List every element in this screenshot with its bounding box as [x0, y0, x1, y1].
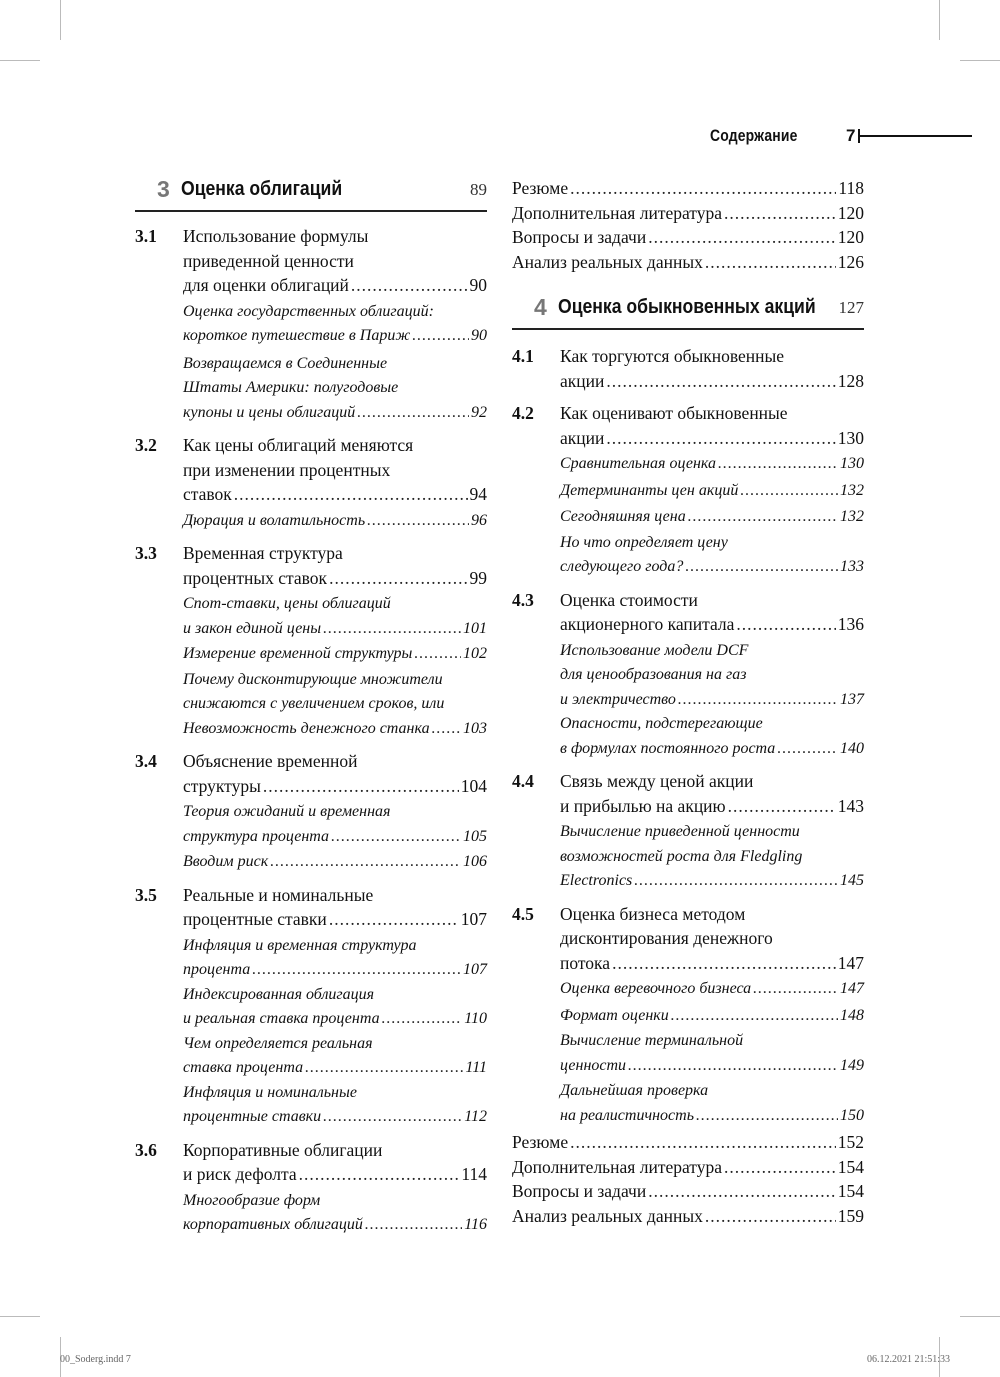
leader-dots	[570, 176, 836, 201]
page-ref: 92	[471, 403, 487, 421]
toc-entry	[560, 1004, 864, 1029]
toc-entry	[183, 958, 487, 983]
page-ref: 101	[463, 619, 487, 637]
subsection	[183, 800, 487, 849]
leader-dots	[696, 1104, 838, 1129]
section-4-2	[512, 401, 864, 450]
toc-entry	[183, 482, 487, 507]
chapter-4-backmatter	[512, 1130, 864, 1228]
section-number: 3.5	[135, 884, 157, 905]
toc-entry	[183, 717, 487, 742]
chapter-number: 4	[534, 294, 547, 320]
leader-dots	[724, 201, 836, 226]
subsection-line: Вводим риск	[183, 853, 269, 870]
section-number: 4.1	[512, 346, 534, 366]
rule-line	[860, 135, 972, 137]
subsection-line: и реальная ставка процента	[183, 1010, 380, 1027]
subsection-line: Индексированная облигация	[183, 985, 375, 1003]
page-ref: 132	[840, 481, 864, 499]
subsection	[560, 505, 864, 530]
crop-mark	[960, 1316, 1000, 1317]
toc-entry	[560, 479, 864, 504]
chapter-page: 89	[470, 180, 487, 199]
subsection	[183, 642, 487, 667]
page-ref: 132	[840, 508, 864, 525]
leader-dots	[736, 612, 835, 637]
subsection	[183, 509, 487, 534]
section-title-line: Объяснение временной	[183, 751, 358, 771]
subsection	[560, 1079, 864, 1128]
subsection-line: Детерминанты цен акций	[560, 481, 739, 499]
section-3-4	[135, 749, 487, 798]
subsection-line: Использование модели DCF	[560, 641, 749, 659]
subsection-line: купоны и цены облигаций	[183, 403, 356, 421]
subsection-line: ценности	[560, 1056, 627, 1074]
section-number: 4.4	[512, 771, 534, 791]
leader-dots	[414, 642, 461, 667]
toc-entry	[560, 951, 864, 976]
subsection-line: процентные ставки	[183, 1108, 322, 1125]
leader-dots	[671, 1004, 838, 1029]
leader-dots	[728, 794, 836, 819]
section-3-1	[135, 224, 487, 298]
leader-dots	[329, 907, 459, 932]
entry-label: Анализ реальных данных	[512, 251, 703, 272]
subsection-line: в формулах постоянного роста	[560, 739, 776, 757]
subsection-line: следующего года?	[560, 558, 684, 575]
page-ref: 107	[460, 909, 487, 929]
leader-dots	[606, 426, 835, 451]
toc-entry	[560, 1054, 864, 1079]
toc-entry	[512, 1179, 864, 1204]
toc-entry	[560, 452, 864, 477]
section-title-line: и прибылью на акцию	[560, 795, 726, 816]
page-ref: 133	[840, 558, 864, 575]
leader-dots	[351, 273, 468, 298]
section-title-line: Как оценивают обыкновенные	[560, 403, 788, 423]
leader-dots	[323, 1105, 462, 1130]
page-ref: 120	[837, 227, 864, 247]
toc-entry	[560, 794, 864, 819]
section-number: 4.2	[512, 403, 534, 423]
slug-filename: 00_Soderg.indd 7	[60, 1354, 131, 1365]
section-title-line: Как цены облигаций меняются	[183, 435, 414, 455]
section-3-2	[135, 433, 487, 507]
page-ref: 128	[837, 370, 864, 391]
subsection-line: структура процента	[183, 827, 330, 845]
page-ref: 150	[840, 1106, 864, 1124]
page-ref: 143	[837, 795, 864, 816]
toc-entry	[512, 1155, 864, 1180]
subsection-line: короткое путешествие в Париж	[183, 327, 411, 344]
toc-entry	[183, 907, 487, 932]
subsection	[560, 452, 864, 477]
section-title-line: Оценка бизнеса методом	[560, 903, 746, 924]
subsection-line: Штаты Америки: полугодовые	[183, 379, 399, 396]
toc-entry	[183, 273, 487, 298]
page-ref: 90	[471, 327, 487, 344]
subsection-line: Сегодняшняя цена	[560, 508, 686, 525]
page-ref: 147	[837, 952, 864, 973]
subsection	[560, 977, 864, 1002]
subsection-line: Инфляция и временная структура	[183, 936, 417, 954]
section-title-line: акции	[560, 427, 605, 448]
leader-dots	[634, 869, 838, 894]
crop-mark	[939, 0, 940, 40]
leader-dots	[740, 479, 838, 504]
leader-dots	[305, 1056, 463, 1081]
page-number: 7	[846, 126, 856, 145]
subsection-line: снижаются с увеличением сроков, или	[183, 695, 445, 712]
section-number: 3.3	[135, 543, 157, 563]
subsection	[183, 1189, 487, 1238]
leader-dots	[753, 977, 838, 1002]
toc-entry	[183, 642, 487, 667]
toc-entry	[512, 250, 864, 275]
page-ref: 106	[463, 853, 487, 870]
subsection-line: Невозможность денежного станка	[183, 719, 430, 737]
crop-mark	[0, 1316, 40, 1317]
subsection	[560, 639, 864, 713]
toc-entry	[512, 201, 864, 226]
leader-dots	[705, 1204, 836, 1229]
section-title-line: и риск дефолта	[183, 1164, 297, 1184]
subsection-line: Дюрация и волатильность	[183, 511, 366, 529]
section-number: 4.3	[512, 589, 534, 610]
page-ref: 94	[469, 484, 487, 504]
leader-dots	[367, 509, 469, 534]
page-ref: 154	[837, 1181, 864, 1201]
section-4-5	[512, 902, 864, 976]
subsection-line: Вычисление приведенной ценности	[560, 823, 800, 840]
section-title-line: Временная структура	[183, 543, 343, 563]
page-ref: 114	[461, 1164, 487, 1184]
page-ref: 90	[469, 275, 487, 295]
leader-dots	[432, 717, 461, 742]
toc-entry	[560, 505, 864, 530]
leader-dots	[606, 369, 835, 394]
page-ref: 110	[464, 1010, 487, 1027]
chapter-4-heading	[512, 290, 864, 330]
subsection-line: Дальнейшая проверка	[560, 1082, 709, 1099]
toc-entry	[183, 1105, 487, 1130]
subsection-line: и электричество	[560, 690, 676, 708]
page-ref: 112	[464, 1108, 487, 1125]
page-ref: 152	[837, 1132, 864, 1152]
leader-dots	[357, 401, 469, 426]
page-ref: 105	[463, 827, 487, 845]
subsection	[183, 352, 487, 426]
toc-entry	[183, 324, 487, 349]
chapter-page: 127	[838, 298, 864, 317]
subsection-line: Опасности, подстерегающие	[560, 715, 763, 732]
entry-label: Анализ реальных данных	[512, 1205, 703, 1226]
toc-entry	[183, 1213, 487, 1238]
entry-label: Вопросы и задачи	[512, 1181, 647, 1201]
page-ref: 111	[465, 1059, 487, 1076]
section-title-line: приведенной ценности	[183, 250, 354, 271]
subsection	[560, 479, 864, 504]
subsection	[183, 592, 487, 641]
subsection	[560, 712, 864, 761]
page-ref: 102	[463, 645, 487, 662]
subsection	[183, 983, 487, 1032]
slug-timestamp: 06.12.2021 21:51:33	[866, 1354, 950, 1365]
crop-mark	[60, 0, 61, 40]
section-title-line: процентных ставок	[183, 567, 328, 588]
leader-dots	[777, 737, 838, 762]
running-head-title: Содержание	[710, 126, 798, 145]
toc-entry	[512, 176, 864, 201]
toc-entry	[183, 1162, 487, 1187]
chapter-title: Оценка облигаций	[181, 178, 343, 200]
section-title-line: Реальные и номинальные	[183, 884, 374, 905]
subsection-line: Спот-ставки, цены облигаций	[183, 595, 391, 612]
subsection-line: Оценка веревочного бизнеса	[560, 980, 752, 997]
page-ref: 116	[464, 1216, 487, 1233]
toc-entry	[560, 369, 864, 394]
toc-entry	[183, 774, 487, 799]
leader-dots	[612, 951, 836, 976]
leader-dots	[329, 566, 467, 591]
subsection-line: ставка процента	[183, 1059, 304, 1076]
subsection-line: Чем определяется реальная	[183, 1034, 373, 1052]
entry-label: Дополнительная литература	[512, 202, 722, 223]
page-ref: 137	[840, 690, 864, 708]
toc-entry	[183, 509, 487, 534]
chapter-number: 3	[157, 176, 170, 202]
page-ref: 120	[837, 202, 864, 223]
entry-label: Резюме	[512, 178, 569, 198]
leader-dots	[263, 774, 459, 799]
page-ref: 159	[837, 1205, 864, 1226]
section-number: 3.4	[135, 751, 157, 771]
leader-dots	[234, 482, 468, 507]
subsection-line: Многообразие форм	[183, 1191, 321, 1209]
toc-entry	[183, 401, 487, 426]
section-3-5	[135, 883, 487, 932]
section-title-line: ставок	[183, 484, 232, 504]
toc-entry	[560, 612, 864, 637]
subsection-line: Electronics	[560, 872, 633, 889]
page-ref: 154	[837, 1156, 864, 1177]
section-3-6	[135, 1138, 487, 1187]
toc-entry	[560, 555, 864, 580]
page-ref: 103	[463, 719, 487, 737]
section-number: 4.5	[512, 903, 534, 924]
toc-entry	[560, 737, 864, 762]
leader-dots	[705, 250, 836, 275]
page-ref: 118	[838, 178, 864, 198]
toc-entry	[183, 850, 487, 875]
page-ref: 130	[840, 455, 864, 472]
leader-dots	[648, 1179, 836, 1204]
page-ref: 130	[837, 427, 864, 448]
page-ref: 145	[840, 872, 864, 889]
subsection-line: на реалистичность	[560, 1106, 694, 1124]
section-title-line: Корпоративные облигации	[183, 1139, 383, 1160]
section-title-line: структуры	[183, 775, 261, 796]
leader-dots	[323, 617, 461, 642]
leader-dots	[688, 505, 838, 530]
page-ref: 136	[837, 614, 864, 634]
toc-left-column	[135, 172, 487, 1238]
leader-dots	[718, 452, 838, 477]
subsection-line: Вычисление терминальной	[560, 1032, 744, 1049]
page-ref: 147	[840, 980, 864, 997]
leader-dots	[412, 324, 469, 349]
subsection-line: Теория ожиданий и временная	[183, 803, 391, 820]
leader-dots	[365, 1213, 462, 1238]
toc-entry	[512, 1130, 864, 1155]
toc-entry	[560, 869, 864, 894]
section-4-4	[512, 769, 864, 818]
chapter-3-heading	[135, 172, 487, 212]
toc-entry	[183, 825, 487, 850]
toc-entry	[560, 977, 864, 1002]
leader-dots	[648, 225, 836, 250]
leader-dots	[628, 1054, 838, 1079]
entry-label: Дополнительная литература	[512, 1156, 722, 1177]
subsection	[183, 1032, 487, 1081]
crop-mark	[0, 60, 40, 61]
subsection	[183, 850, 487, 875]
subsection	[560, 1004, 864, 1029]
page-ref: 148	[840, 1006, 864, 1024]
section-title-line: акционерного капитала	[560, 614, 735, 634]
subsection	[560, 531, 864, 580]
section-title-line: при изменении процентных	[183, 459, 391, 480]
page-ref: 104	[460, 775, 487, 796]
section-title-line: акции	[560, 370, 605, 391]
toc-entry	[512, 225, 864, 250]
toc-entry	[560, 426, 864, 451]
subsection-line: Почему дисконтирующие множители	[183, 670, 443, 688]
section-title-line: Использование формулы	[183, 226, 369, 246]
section-title-line: Оценка стоимости	[560, 589, 698, 610]
section-number: 3.1	[135, 226, 157, 246]
section-title-line: Связь между ценой акции	[560, 771, 754, 791]
entry-label: Резюме	[512, 1132, 569, 1152]
leader-dots	[299, 1162, 460, 1187]
toc-entry	[560, 1104, 864, 1129]
leader-dots	[685, 555, 838, 580]
toc-entry	[560, 688, 864, 713]
subsection-line: процента	[183, 961, 251, 978]
page-ref: 140	[840, 739, 864, 757]
section-title-line: для оценки облигаций	[183, 275, 349, 295]
section-number: 3.2	[135, 435, 157, 455]
toc-entry	[183, 1056, 487, 1081]
chapter-title: Оценка обыкновенных акций	[558, 296, 816, 318]
leader-dots	[252, 958, 461, 983]
crop-mark	[960, 60, 1000, 61]
subsection-line: Сравнительная оценка	[560, 455, 716, 472]
leader-dots	[724, 1155, 836, 1180]
subsection-line: Оценка государственных облигаций:	[183, 302, 434, 320]
subsection-line: Инфляция и номинальные	[183, 1083, 357, 1101]
section-3-3	[135, 541, 487, 590]
leader-dots	[382, 1007, 463, 1032]
section-4-1	[512, 344, 864, 393]
page-ref: 107	[463, 961, 487, 978]
page-ref: 149	[840, 1056, 864, 1074]
leader-dots	[270, 850, 461, 875]
subsection-line: корпоративных облигаций	[183, 1216, 363, 1233]
subsection-line: Возвращаемся в Соединенные	[183, 354, 388, 372]
subsection-line: и закон единой цены	[183, 619, 322, 637]
toc-entry	[183, 617, 487, 642]
subsection-line: Но что определяет цену	[560, 533, 728, 551]
page-ref: 96	[471, 511, 487, 529]
section-number: 3.6	[135, 1139, 157, 1160]
subsection-line: Измерение временной структуры	[183, 645, 413, 662]
page-ref: 99	[469, 567, 487, 588]
chapter-3-backmatter	[512, 176, 864, 274]
subsection	[560, 820, 864, 894]
subsection	[183, 300, 487, 349]
subsection	[560, 1029, 864, 1078]
page-ref: 126	[837, 251, 864, 272]
subsection	[183, 668, 487, 742]
subsection-line: для ценообразования на газ	[560, 666, 747, 683]
toc-entry	[183, 566, 487, 591]
subsection-line: Формат оценки	[560, 1006, 669, 1024]
running-head	[700, 126, 990, 150]
toc-entry	[512, 1204, 864, 1229]
subsection-line: возможностей роста для Fledgling	[560, 847, 803, 865]
section-title-line: потока	[560, 952, 611, 973]
section-title-line: Как торгуются обыкновенные	[560, 346, 785, 366]
leader-dots	[331, 825, 461, 850]
toc-right-column	[512, 176, 864, 1228]
toc-entry	[183, 1007, 487, 1032]
section-title-line: процентные ставки	[183, 909, 327, 929]
section-4-3	[512, 588, 864, 637]
subsection	[183, 1081, 487, 1130]
leader-dots	[678, 688, 838, 713]
section-title-line: дисконтирования денежного	[560, 928, 773, 948]
entry-label: Вопросы и задачи	[512, 227, 647, 247]
leader-dots	[570, 1130, 836, 1155]
subsection	[183, 934, 487, 983]
